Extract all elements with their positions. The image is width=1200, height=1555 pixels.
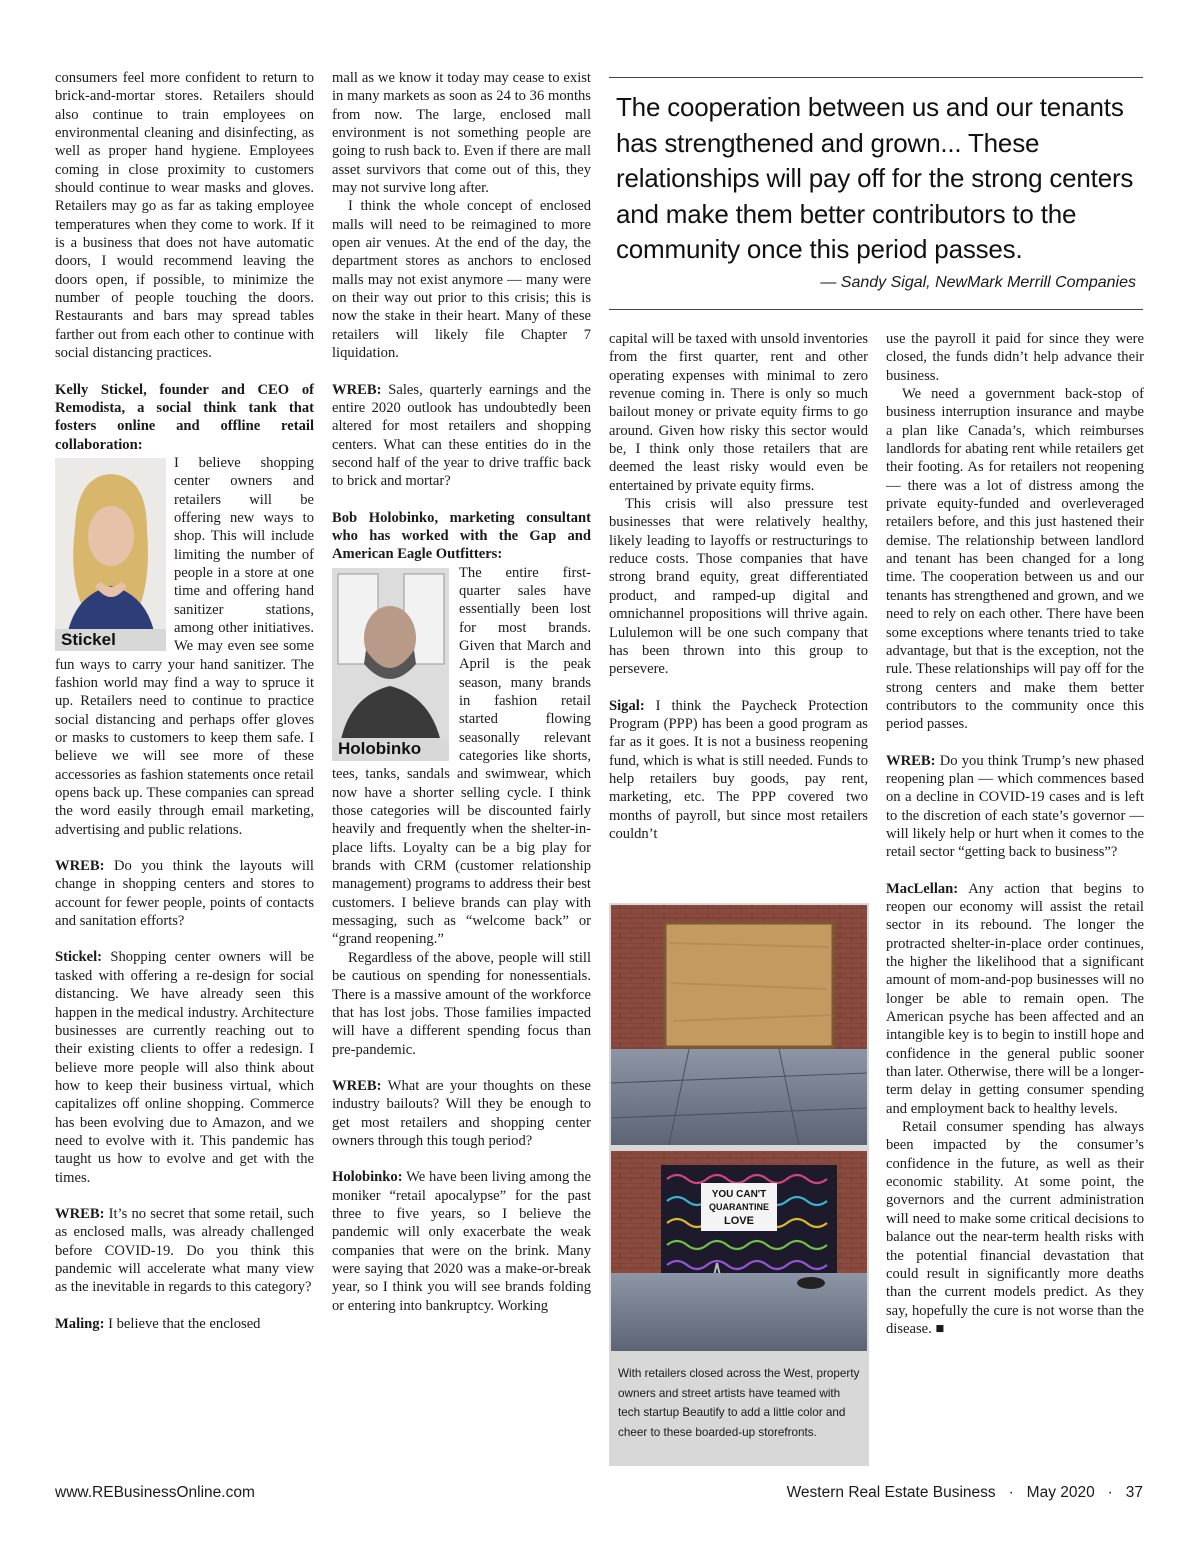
boarded-storefront-photo (611, 905, 867, 1145)
mural-sign-line-1: YOU CAN'T (711, 1189, 767, 1200)
website-url[interactable]: www.REBusinessOnline.com (55, 1484, 255, 1501)
holobinko-portrait-image (332, 568, 449, 761)
photo-caption: Holobinko (332, 738, 449, 760)
question-text: Do you think the layouts will change in shopping centers and stores to account for fewer people, points of contacts and sanitation efforts? (55, 858, 314, 930)
question-label: WREB: (886, 752, 936, 769)
mural-sign-line-3: LOVE (724, 1215, 754, 1227)
page-number: 37 (1125, 1484, 1143, 1501)
paragraph: capital will be taxed with unsold inventories from the first quarter, rent and other operating expenses with minimal to zero revenue coming in. There is only so much bailout money or private equity firms to go around. Given how risky this sector would be, I think only those retailers that are deemed the least risky would even be entertained by private equity firms. (609, 331, 868, 494)
pull-quote (609, 77, 1143, 310)
answer-text: Any action that begins to reopen our economy will assist the retail sector in its rebound. The longer the protracted shelter-in-place order continues, the higher the likelihood that a significant amount of mom-and-pop businesses will no longer be able to remain open. The American psyche has been affected and an intangible key is to begin to instill hope and confidence in the general public sooner than later. Otherwise, there will be a longer-term delay in getting consumer spending and employment back to healthy levels. (886, 880, 1144, 1117)
column-3 (609, 330, 868, 843)
issue-date: May 2020 (1026, 1484, 1095, 1501)
pull-quote-attribution: — Sandy Sigal, NewMark Merrill Companies (820, 273, 1136, 291)
paragraph: We need a government back-stop of business interruption insurance and maybe a plan like Canada’s, which reimburses landlords for abating rent while retailers get their footing. As for retailers not reopening — there was a lot of distress among the private equity-funded and overleveraged retailers before, and this just hastened their demise. The relationship between landlord and tenant has been changed for a long time. The cooperation between us and our tenants has strengthened and grown, and we need to rely on each other. There have been some exceptions where tenants tried to take advantage, but that is the exception, not the rule. These relationships will pay off for the strong centers and make them better contributors to the community once this period passes. (886, 386, 1144, 733)
answer-text: I think the Paycheck Protection Program (PPP) has been a good program as far as it goes. It is not a business reopening fund, which is what is still needed. Funds to help retailers buy goods, pay rent, marketing, etc. The PPP covered two months of payroll, but since most retailers couldn’t (609, 697, 868, 842)
answer-label: Maling: (55, 1315, 105, 1332)
storefront-photos (609, 903, 869, 1353)
pull-quote-text: The cooperation between us and our tenants has strengthened and grown... These relationships will pay off for the strong centers and make them better contributors to the community once this period passes. (616, 92, 1134, 264)
footer-separator: · (1107, 1484, 1113, 1501)
question-label: WREB: (55, 858, 105, 875)
paragraph: Retail consumer spending has always been impacted by the consumer’s confidence in the future, as well as their economic stability. At some point, the governors and the current administration will need to make some critical decisions to balance out the near-term health risks with the potential financial devastation that could result in significantly more deaths than the current models predict. As they say, hopefully the cure is not worse than the disease. (886, 1119, 1144, 1337)
column-4 (886, 330, 1144, 1338)
question-label: WREB: (55, 1205, 105, 1222)
page-footer (55, 1484, 1143, 1502)
end-mark-icon: ■ (935, 1320, 945, 1337)
stickel-headshot (55, 458, 166, 651)
answer-label: Sigal: (609, 697, 645, 714)
question-text: Do you think Trump’s new phased reopening plan — which commences based on a decline in COVID-19 cases and is left to the discretion of each state’s governor — will likely help or hurt when it comes to the retail sector “getting back to business”? (886, 752, 1144, 861)
paragraph: use the payroll it paid for since they were closed, the funds didn’t help advance their business. (886, 331, 1144, 384)
mural-sign-line-2: QUARANTINE (709, 1202, 769, 1212)
mural-storefront-photo (611, 1151, 867, 1351)
question-text: What are your thoughts on these industry bailouts? Will they be enough to get most retailers and shopping center owners through this tough period? (332, 1077, 591, 1149)
answer-text: We have been living among the moniker “retail apocalypse” for the past three to five years, so I believe the pandemic will only exacerbate the weak companies that were on the brink. Many were saying that 2020 was a make-or-break year, so I think you will see brands folding or entering into bankruptcy. Working (332, 1169, 591, 1314)
stickel-portrait-image (55, 458, 166, 651)
paragraph: This crisis will also pressure test businesses that were relatively healthy, likely leading to layoffs or restructurings to reduce costs. Those companies that have strong brand equity, great differentiated product, and ramped-up digital and omnichannel propositions will thrive again. Lululemon will be one such company that has been thrown into this group to persevere. (609, 496, 868, 678)
photo-caption: With retailers closed across the West, property owners and street artists have teamed with tech startup Beautify to add a little color and cheer to these boarded-up storefronts. (618, 1367, 860, 1439)
paragraph: I believe shopping center owners and retailers will be offering new ways to shop. This will include limiting the number of people in a store at one time and offering hand sanitizer stations, among other initiatives. We may even see some fun ways to carry your hand sanitizer. The fashion world may find a way to spruce it up. Retailers need to continue to practice social distancing and perhaps offer gloves or masks to customers to keep them safe. I believe we will see more of these accessories as fashion statements once retail opens back up. These companies can spread the word easily through email marketing, advertising and public relations. (55, 454, 314, 838)
interviewee-bio: Bob Holobinko, marketing consultant who has worked with the Gap and American Eagle Outfitters: (332, 509, 591, 563)
holobinko-headshot (332, 568, 449, 761)
answer-label: MacLellan: (886, 880, 959, 897)
paragraph: The entire first-quarter sales have essentially been lost for most brands. Given that March and April is the peak season, many brands in fashion retail started flowing seasonally relevant categories like shorts, tees, tanks, sandals and swimwear, which now have a shorter selling cycle. I think those categories will be discounted fairly heavily and frequently when the shelter-in-place lifts. Loyalty can be a big play for brands with CRM (customer relationship management) programs to address their best customers. I believe brands can play with messaging, such as “welcome back” or “grand reopening.” (332, 564, 591, 948)
paragraph: consumers feel more confident to return to brick-and-mortar stores. Retailers should also continue to train employees on environmental cleaning and disinfecting, as well as proper hand hygiene. Employees coming in close proximity to customers should continue to wear masks and gloves. Retailers may go as far as taking employee temperatures when they come to work. If it is a business that does not have automatic doors, I would recommend leaving the doors open, if possible, to minimize the number of people touching the doors. Restaurants and bars may spread tables farther out from each other to continue with social distancing practices. (55, 70, 314, 362)
photo-caption: Stickel (55, 629, 166, 651)
answer-text: Shopping center owners will be tasked with offering a re-design for social distancing. We have already seen this happen in the medical industry. Architecture businesses are currently reaching out to their existing clients to offer a redesign. I believe more people will also think about how to keep their business virtual, which capitalizes off online shopping. Commerce has been evolving due to Amazon, and we need to evolve with it. This pandemic has taught us how to evolve and get with the times. (55, 949, 314, 1186)
footer-separator: · (1008, 1484, 1014, 1501)
answer-text: I believe that the enclosed (108, 1315, 261, 1332)
publication-name: Western Real Estate Business (786, 1484, 996, 1501)
question-label: WREB: (332, 381, 382, 398)
answer-label: Holobinko: (332, 1169, 403, 1186)
interviewee-bio: Kelly Stickel, founder and CEO of Remodista, a social think tank that fosters online and offline retail collaboration: (55, 381, 314, 453)
column-2 (332, 69, 591, 1315)
paragraph: mall as we know it today may cease to exist in many markets as soon as 24 to 36 months from now. The large, enclosed mall environment is not something people are going to rush back to. Even if there are mall asset survivors that come out of this, they may not survive long after. (332, 70, 591, 197)
question-label: WREB: (332, 1077, 382, 1094)
paragraph: Regardless of the above, people will still be cautious on spending for nonessentials. There is a massive amount of the workforce that has lost jobs. Those families impacted will have a different spending focus than pre-pandemic. (332, 949, 591, 1058)
question-text: Sales, quarterly earnings and the entire 2020 outlook has undoubtedly been altered for most retailers and shopping centers. What can these entities do in the second half of the year to drive traffic back to brick and mortar? (332, 381, 591, 490)
question-text: It’s no secret that some retail, such as enclosed malls, was already challenged before COVID-19. Do you think this pandemic will accelerate what many view as the inevitable in regards to this category? (55, 1205, 314, 1296)
paragraph: I think the whole concept of enclosed malls will need to be reimagined to more open air venues. At the end of the day, the department stores as anchors to enclosed malls may not exist anymore — many were on their way out prior to this crisis; this is now the stake in their heart. Many of these retailers will likely file Chapter 7 liquidation. (332, 198, 591, 362)
storefront-photo-block (609, 903, 869, 1466)
column-1 (55, 69, 314, 1333)
answer-label: Stickel: (55, 949, 103, 966)
